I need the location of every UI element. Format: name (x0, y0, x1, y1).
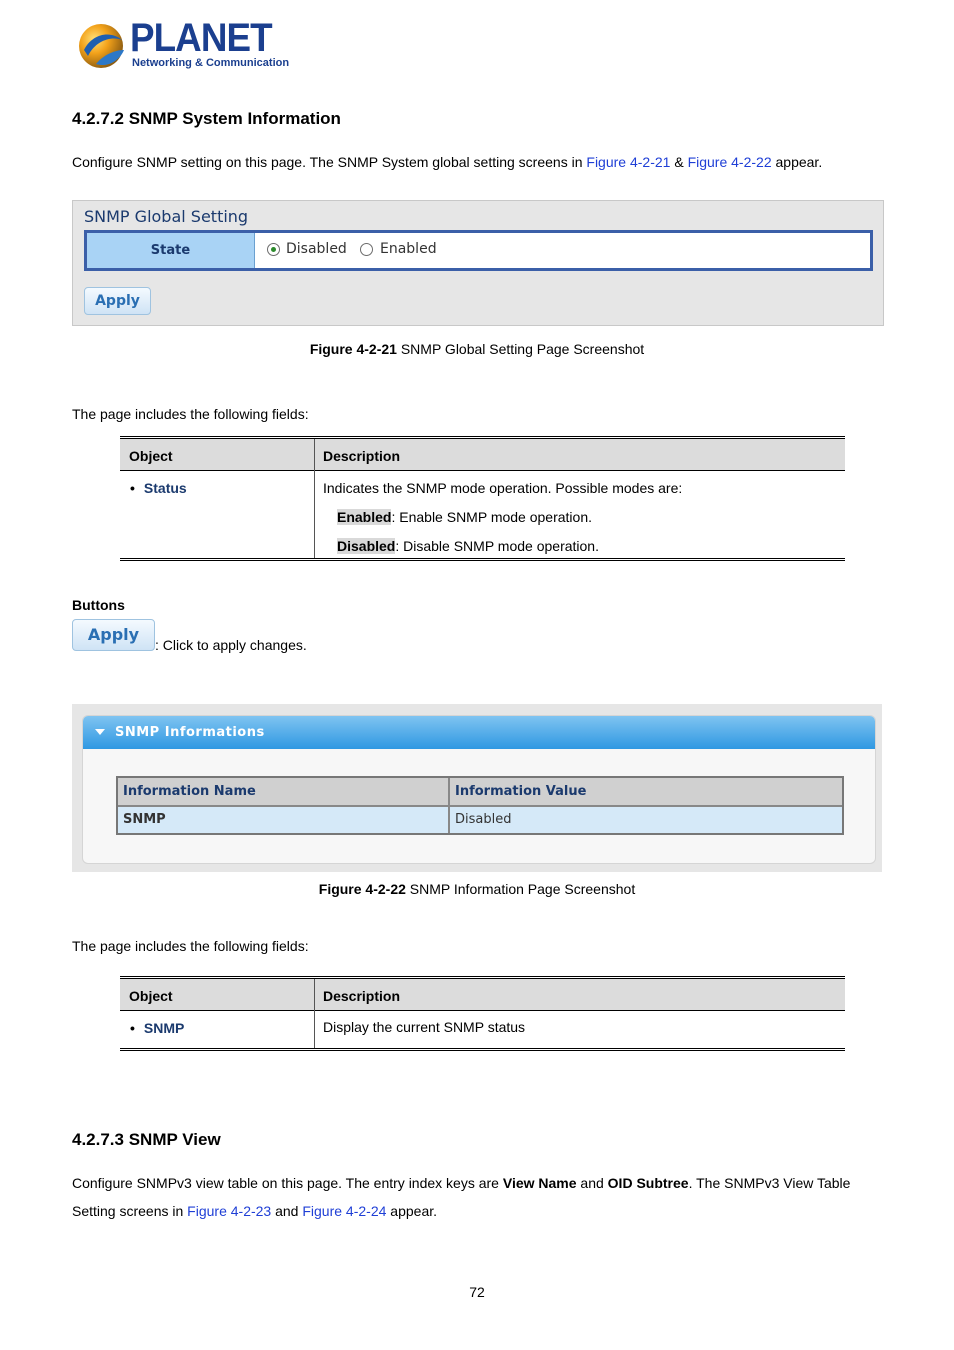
mode-disabled (337, 538, 599, 554)
p2-and: and (271, 1203, 303, 1219)
mode-enabled-text: : Enable SNMP mode operation. (391, 509, 592, 525)
radio-enabled-label: Enabled (380, 241, 437, 257)
column-divider (314, 979, 315, 1049)
snmp-description: Display the current SNMP status (323, 1019, 526, 1035)
logo-wordmark: PLANET (130, 16, 272, 60)
p-bold-oid-subtree: OID Subtree (607, 1175, 689, 1191)
fields-table-1 (120, 436, 845, 562)
intro-suffix: appear. (771, 154, 823, 170)
snmp-info-table (116, 776, 844, 835)
intro-text: Configure SNMP setting on this page. The SNMP System global setting screens in (72, 154, 587, 170)
link-figure-4-2-22[interactable]: Figure 4-2-22 (687, 154, 772, 170)
collapse-triangle-icon[interactable] (95, 729, 105, 735)
apply-button-sample[interactable]: Apply (72, 619, 155, 651)
col-object: Object (129, 988, 173, 1004)
link-figure-4-2-24[interactable]: Figure 4-2-24 (302, 1203, 387, 1219)
p-bold-view-name: View Name (502, 1175, 577, 1191)
table-header (120, 439, 845, 471)
intro-amp: & (670, 154, 688, 170)
figure2-caption (0, 881, 954, 897)
page-number: 72 (469, 1284, 485, 1300)
p-and: and (576, 1175, 608, 1191)
p2-prefix: Setting screens in (72, 1203, 188, 1219)
globe-icon (76, 20, 128, 72)
row-snmp-name: SNMP (118, 806, 448, 833)
col-description: Description (323, 448, 401, 464)
mode-disabled-term: Disabled (337, 538, 396, 554)
fields-intro-2: The page includes the following fields: (72, 938, 309, 954)
p2-suffix: appear. (386, 1203, 438, 1219)
mode-enabled (337, 509, 592, 525)
p-text: Configure SNMPv3 view table on this page. The entry index keys are (72, 1175, 503, 1191)
table-bottom-rule (120, 1048, 845, 1051)
apply-button[interactable]: Apply (84, 287, 151, 315)
buttons-heading: Buttons (72, 597, 125, 613)
fields-intro-1: The page includes the following fields: (72, 406, 309, 422)
state-label: State (87, 233, 255, 268)
apply-description: : Click to apply changes. (155, 637, 307, 653)
snmp-global-setting-screenshot (72, 200, 884, 326)
object-status: • Status (130, 480, 187, 496)
p-mid: . The SNMPv3 View Table (688, 1175, 851, 1191)
object-snmp: • SNMP (130, 1020, 184, 1036)
table-header (120, 979, 845, 1011)
link-figure-4-2-23[interactable]: Figure 4-2-23 (187, 1203, 272, 1219)
figure2-caption-label: Figure 4-2-22 (318, 881, 406, 897)
section2-line1 (72, 1169, 850, 1197)
mode-disabled-text: : Disable SNMP mode operation. (395, 538, 599, 554)
col-description: Description (323, 988, 401, 1004)
row-snmp-value: Disabled (450, 806, 842, 833)
row-divider (118, 805, 842, 807)
link-figure-4-2-21[interactable]: Figure 4-2-21 (586, 154, 671, 170)
col-information-name: Information Name (118, 778, 448, 806)
snmp-information-screenshot (72, 704, 882, 872)
figure1-caption (0, 341, 954, 357)
figure1-caption-text: SNMP Global Setting Page Screenshot (396, 341, 645, 357)
planet-logo (74, 16, 290, 74)
status-description: Indicates the SNMP mode operation. Possible modes are: (323, 480, 683, 496)
section-heading-snmp-view: 4.2.7.3 SNMP View (72, 1130, 221, 1149)
panel-title: SNMP Global Setting (84, 207, 249, 226)
snmp-informations-panel (82, 715, 876, 864)
fields-table-2 (120, 976, 845, 1054)
radio-disabled-label: Disabled (286, 241, 347, 257)
state-setting-row (84, 230, 873, 271)
table-bottom-rule (120, 558, 845, 561)
col-object: Object (129, 448, 173, 464)
section2-line2 (72, 1197, 437, 1225)
section1-intro (72, 148, 822, 176)
radio-disabled[interactable] (267, 243, 280, 256)
col-information-value: Information Value (450, 778, 842, 806)
section-heading-snmp-system-information: 4.2.7.2 SNMP System Information (72, 109, 341, 128)
panel-header-title: SNMP Informations (115, 725, 265, 740)
radio-enabled[interactable] (360, 243, 373, 256)
column-divider (314, 439, 315, 559)
mode-enabled-term: Enabled (337, 509, 392, 525)
logo-tagline: Networking & Communication (132, 57, 290, 69)
figure2-caption-text: SNMP Information Page Screenshot (405, 881, 636, 897)
figure1-caption-label: Figure 4-2-21 (309, 341, 397, 357)
panel-header[interactable] (83, 716, 876, 749)
